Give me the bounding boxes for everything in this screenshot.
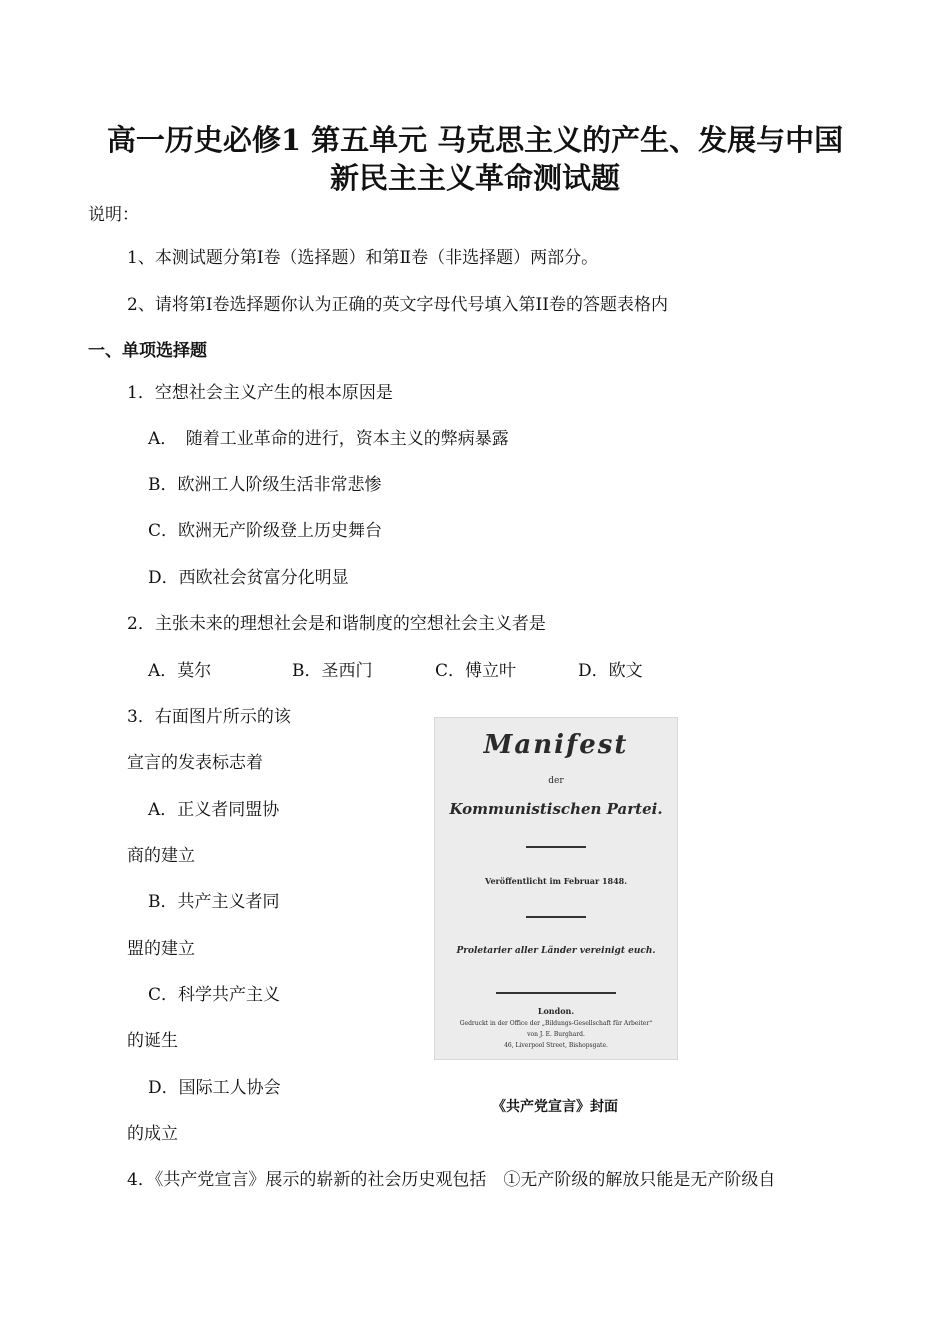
question-3-option-a-cont: 商的建立 [127,846,195,866]
figure-caption: 《共产党宣言》封面 [492,1099,618,1115]
question-3-line-1: 3．右面图片所示的该 [127,707,291,727]
note-item-1: 1、本测试题分第Ⅰ卷（选择题）和第Ⅱ卷（非选择题）两部分。 [127,248,599,268]
question-2-option-a: A．莫尔 [148,661,212,681]
question-2-stem: 2．主张未来的理想社会是和谐制度的空想社会主义者是 [127,614,546,634]
cover-city: London. [537,1006,575,1016]
question-3-option-d: D．国际工人协会 [148,1078,281,1098]
question-2-option-d: D．欧文 [578,661,643,681]
question-3-option-b-cont: 盟的建立 [127,939,195,959]
cover-imprint-1: Gedruckt in der Office der „Bildungs-Gesellschaft für Arbeiter“ [459,1020,653,1027]
document-title-line-2: 新民主主义革命测试题 [329,161,620,195]
question-4-stem: 4．《共产党宣言》展示的崭新的社会历史观包括 ①无产阶级的解放只能是无产阶级自 [127,1170,776,1190]
question-1-stem: 1．空想社会主义产生的根本原因是 [127,383,393,403]
cover-rule-2 [526,916,586,918]
cover-imprint-2: von J. E. Burghard. [527,1031,585,1038]
document-title-line-1: 高一历史必修1 第五单元 马克思主义的产生、发展与中国 [106,123,844,157]
question-1-option-b: B．欧洲工人阶级生活非常悲惨 [148,475,382,495]
notes-heading: 说明： [88,205,139,225]
question-3-option-c: C．科学共产主义 [148,985,281,1005]
question-1-option-d: D．西欧社会贫富分化明显 [148,568,349,588]
cover-heading: Manifest [483,730,629,760]
question-3-option-d-cont: 的成立 [127,1124,178,1144]
question-3-option-b: B．共产主义者同 [148,892,280,912]
section-heading: 一、单项选择题 [88,341,207,361]
question-1-option-a: A． 随着工业革命的进行，资本主义的弊病暴露 [148,429,509,449]
cover-der: der [548,776,564,786]
cover-subheading: Kommunistischen Partei. [449,800,663,818]
cover-rule-3 [496,992,616,994]
question-2-option-b: B．圣西门 [292,661,373,681]
question-3-line-2: 宣言的发表标志着 [127,753,263,773]
question-3-option-c-cont: 的诞生 [127,1031,178,1051]
note-item-2: 2、请将第Ⅰ卷选择题你认为正确的英文字母代号填入第II卷的答题表格内 [127,295,668,315]
cover-motto: Proletarier aller Länder vereinigt euch. [456,946,656,956]
question-3-option-a: A．正义者同盟协 [148,800,280,820]
question-2-option-c: C．傅立叶 [435,661,517,681]
cover-imprint-3: 46, Liverpool Street, Bishopsgate. [504,1042,608,1049]
cover-rule-1 [526,846,586,848]
cover-publication-line: Veröffentlicht im Februar 1848. [484,876,627,886]
question-1-option-c: C．欧洲无产阶级登上历史舞台 [148,521,383,541]
manifesto-cover-image [434,717,678,1060]
